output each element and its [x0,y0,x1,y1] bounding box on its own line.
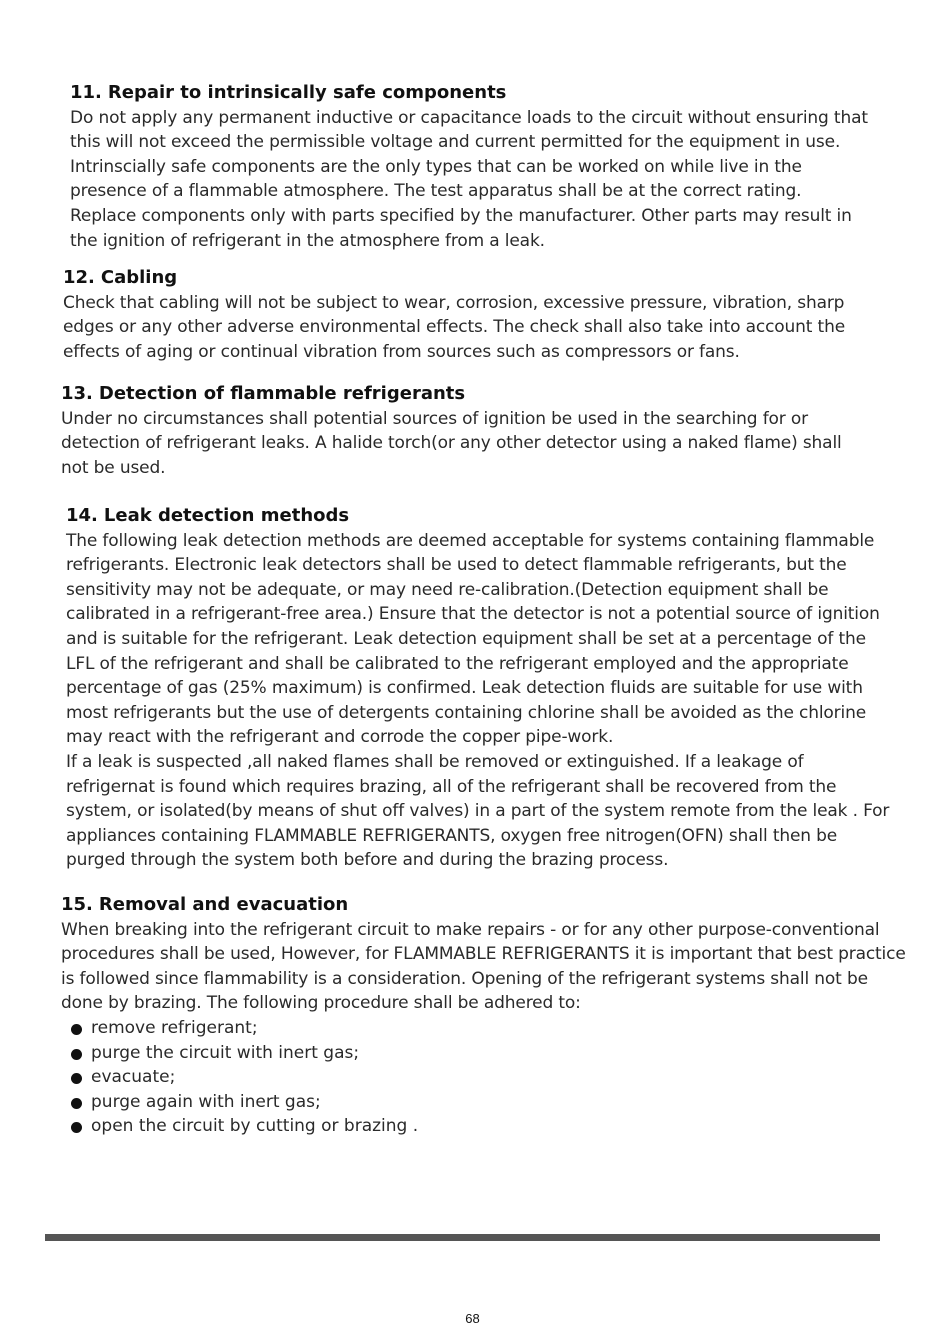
paragraph: When breaking into the refrigerant circuit to make repairs - or for any other purpose-conventional procedures shall be used, However, for FLAMMABLE REFRIGERANTS it is important that best practice is followed since flammability is a consideration. Opening of the refrigerant systems shall not be done by brazing. The following procedure shall be adhered to: [61,919,906,1014]
section-body [70,106,870,254]
page-number: 68 [465,1311,480,1326]
list-item-text: remove refrigerant; [91,1017,258,1038]
section-15 [61,893,906,1139]
section-title: Cabling [100,267,178,288]
section-number: 11. [70,82,102,103]
section-title: Leak detection methods [103,505,350,526]
procedure-list [71,1016,906,1139]
section-13 [61,382,851,480]
bullet-icon [71,1073,82,1084]
section-title: Repair to intrinsically safe components [107,82,507,103]
section-heading [63,266,873,291]
section-11 [70,81,870,253]
section-number: 12. [63,267,95,288]
footer-divider [45,1234,880,1241]
list-item [71,1090,906,1115]
section-number: 15. [61,894,93,915]
section-12 [63,266,873,364]
bullet-icon [71,1024,82,1035]
list-item [71,1065,906,1090]
section-heading [66,504,896,529]
section-body [63,291,873,365]
paragraph: Under no circumstances shall potential sources of ignition be used in the searching for or detection of refrigerant leaks. A halide torch(or any other detector using a naked flame) shall not be used. [61,408,842,478]
list-item-text: evacuate; [91,1067,176,1088]
paragraph: Check that cabling will not be subject to wear, corrosion, excessive pressure, vibration, sharp edges or any other adverse environmental effects. The check shall also take into account the effects of aging or continual vibration from sources such as compressors or fans. [63,292,845,362]
section-title: Detection of flammable refrigerants [98,383,466,404]
list-item [71,1114,906,1139]
section-number: 13. [61,383,93,404]
bullet-icon [71,1098,82,1109]
section-title: Removal and evacuation [98,894,349,915]
paragraph: Do not apply any permanent inductive or capacitance loads to the circuit without ensuring that this will not exceed the permissible voltage and current permitted for the equipment in use. Intrinscially safe components are the only types that can be worked on while live in the presence of a flammable atmosphere. The test apparatus shall be at the correct rating. Replace components only with parts specified by the manufacturer. Other parts may result in the ignition of refrigerant in the atmosphere from a leak. [70,107,868,251]
section-heading [61,893,906,918]
section-body [61,918,906,1016]
section-body [66,529,896,873]
section-body [61,407,851,481]
section-heading [70,81,870,106]
section-14 [66,504,896,873]
section-heading [61,382,851,407]
paragraph: The following leak detection methods are deemed acceptable for systems containing flammable refrigerants. Electronic leak detectors shall be used to detect flammable refrigerants, but the sensitivity may not be adequate, or may need re-calibration.(Detection equipment shall be calibrated in a refrigerant-free area.) Ensure that the detector is not a potential source of ignition and is suitable for the refrigerant. Leak detection equipment shall be set at a percentage of the LFL of the refrigerant and shall be calibrated to the refrigerant employed and the appropriate percentage of gas (25% maximum) is confirmed. Leak detection fluids are suitable for use with most refrigerants but the use of detergents containing chlorine shall be avoided as the chlorine may react with the refrigerant and corrode the copper pipe-work. [66,530,880,748]
paragraph: If a leak is suspected ,all naked flames shall be removed or extinguished. If a leakage of refrigernat is found which requires brazing, all of the refrigerant shall be recovered from the system, or isolated(by means of shut off valves) in a part of the system remote from the leak . For appliances containing FLAMMABLE REFRIGERANTS, oxygen free nitrogen(OFN) shall then be purged through the system both before and during the brazing process. [66,751,890,871]
bullet-icon [71,1049,82,1060]
list-item-text: purge the circuit with inert gas; [91,1042,360,1063]
section-number: 14. [66,505,98,526]
list-item [71,1016,906,1041]
list-item-text: purge again with inert gas; [91,1091,321,1112]
list-item-text: open the circuit by cutting or brazing . [91,1116,419,1137]
list-item [71,1041,906,1066]
bullet-icon [71,1122,82,1133]
